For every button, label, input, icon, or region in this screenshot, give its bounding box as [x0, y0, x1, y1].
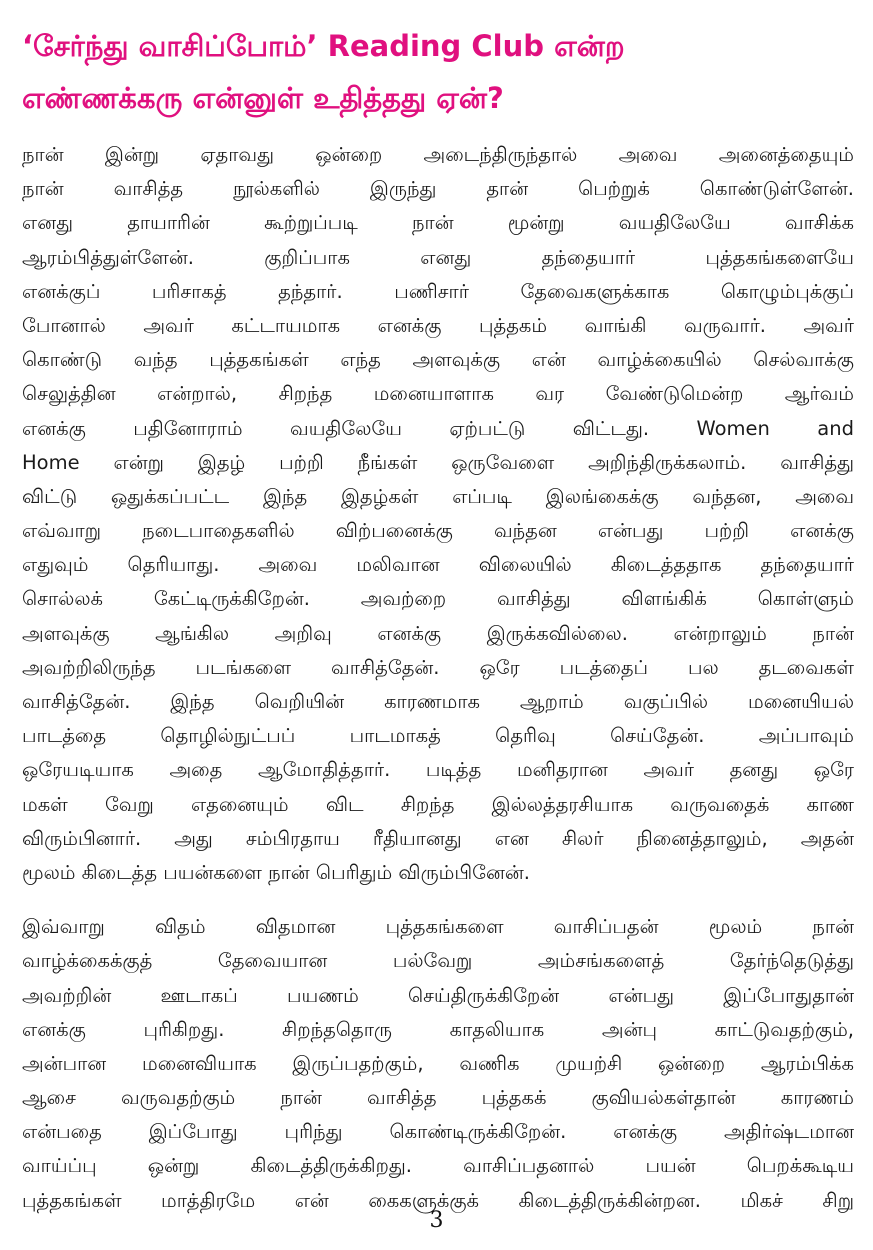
text-line: போனால் அவர் கட்டாயமாக எனக்கு புத்தகம் வாங்கி வருவார். அவர் — [22, 313, 854, 337]
text-line: ஆரம்பித்துள்ளேன். குறிப்பாக எனது தந்தையார் புத்தகங்களையே — [22, 245, 854, 269]
text-line: எதுவும் தெரியாது. அவை மலிவான விலையில் கிடைத்ததாக தந்தையார் — [22, 553, 854, 577]
text-line: பாடத்தை தொழில்நுட்பப் பாடமாகத் தெரிவு செய்தேன். அப்பாவும் — [22, 724, 854, 748]
text-line: நான் இன்று ஏதாவது ஒன்றை அடைந்திருந்தால் அவை அனைத்தையும் — [22, 143, 854, 166]
body-text — [22, 138, 854, 1238]
text-line: விட்டு ஒதுக்கப்பட்ட இந்த இதழ்கள் எப்படி இலங்கைக்கு வந்தன, அவை — [22, 484, 854, 508]
page-title — [22, 20, 852, 124]
text-line: அன்பான மனைவியாக இருப்பதற்கும், வணிக முயற்சி ஒன்றை ஆரம்பிக்க — [22, 1051, 854, 1075]
text-line: என்பதை இப்போது புரிந்து கொண்டிருக்கிறேன். எனக்கு அதிர்ஷ்டமான — [22, 1120, 854, 1144]
text-line: Home என்று இதழ் பற்றி நீங்கள் ஒருவேளை அறிந்திருக்கலாம். வாசித்து — [22, 450, 854, 474]
text-line: எனக்கு பதினோராம் வயதிலேயே ஏற்பட்டு விட்டது. Women and — [22, 416, 854, 440]
text-line: எனது தாயாரின் கூற்றுப்படி நான் மூன்று வயதிலேயே வாசிக்க — [22, 211, 854, 235]
paragraph-2 — [22, 910, 854, 1218]
text-line: மகள் வேறு எதனையும் விட சிறந்த இல்லத்தரசியாக வருவதைக் காண — [22, 792, 854, 816]
text-line: வாய்ப்பு ஒன்று கிடைத்திருக்கிறது. வாசிப்பதனால் பயன் பெறக்கூடிய — [22, 1154, 854, 1178]
text-line: அவற்றின் ஊடாகப் பயணம் செய்திருக்கிறேன் என்பது இப்போதுதான் — [22, 983, 854, 1007]
text-line: இவ்வாறு விதம் விதமான புத்தகங்களை வாசிப்பதன் மூலம் நான் — [22, 915, 854, 939]
text-line: எவ்வாறு நடைபாதைகளில் விற்பனைக்கு வந்தன என்பது பற்றி எனக்கு — [22, 519, 854, 543]
title-line-1: ‘சேர்ந்து வாசிப்போம்’ Reading Club என்ற — [22, 29, 625, 63]
text-line: புத்தகங்கள் மாத்திரமே என் கைகளுக்குக் கிடைத்திருக்கின்றன. மிகச் சிறு — [22, 1188, 854, 1212]
text-line: வாசித்தேன். இந்த வெறியின் காரணமாக ஆறாம் வகுப்பில் மனையியல் — [22, 690, 854, 713]
page-number: 3 — [429, 1208, 444, 1233]
text-line: எனக்கு புரிகிறது. சிறந்ததொரு காதலியாக அன்பு காட்டுவதற்கும், — [22, 1017, 854, 1041]
text-line: கொண்டு வந்த புத்தகங்கள் எந்த அளவுக்கு என் வாழ்க்கையில் செல்வாக்கு — [22, 348, 854, 372]
text-line: நான் வாசித்த நூல்களில் இருந்து தான் பெற்றுக் கொண்டுள்ளேன். — [22, 177, 854, 201]
text-line: வாழ்க்கைக்குத் தேவையான பல்வேறு அம்சங்களைத் தேர்ந்தெடுத்து — [22, 949, 854, 973]
text-line: ஆசை வருவதற்கும் நான் வாசித்த புத்தகக் குவியல்கள்தான் காரணம் — [22, 1086, 854, 1110]
text-line: ஒரேயடியாக அதை ஆமோதித்தார். படித்த மனிதரான அவர் தனது ஒரே — [22, 758, 854, 782]
text-line: எனக்குப் பரிசாகத் தந்தார். பணிசார் தேவைகளுக்காக கொழும்புக்குப் — [22, 279, 854, 303]
text-line: அளவுக்கு ஆங்கில அறிவு எனக்கு இருக்கவில்லை. என்றாலும் நான் — [22, 621, 854, 645]
text-line: அவற்றிலிருந்த படங்களை வாசித்தேன். ஒரே படத்தைப் பல தடவைகள் — [22, 655, 854, 679]
text-line: விரும்பினார். அது சம்பிரதாய ரீதியானது என சிலர் நினைத்தாலும், அதன் — [22, 826, 854, 850]
paragraph-1 — [22, 138, 854, 890]
text-line: மூலம் கிடைத்த பயன்களை நான் பெரிதும் விரும்பினேன். — [22, 860, 531, 884]
text-line: செலுத்தின என்றால், சிறந்த மனையாளாக வர வேண்டுமென்ற ஆர்வம் — [22, 382, 854, 406]
title-line-2: எண்ணக்கரு என்னுள் உதித்தது ஏன்? — [22, 81, 504, 115]
text-line: சொல்லக் கேட்டிருக்கிறேன். அவற்றை வாசித்து விளங்கிக் கொள்ளும் — [22, 587, 854, 611]
